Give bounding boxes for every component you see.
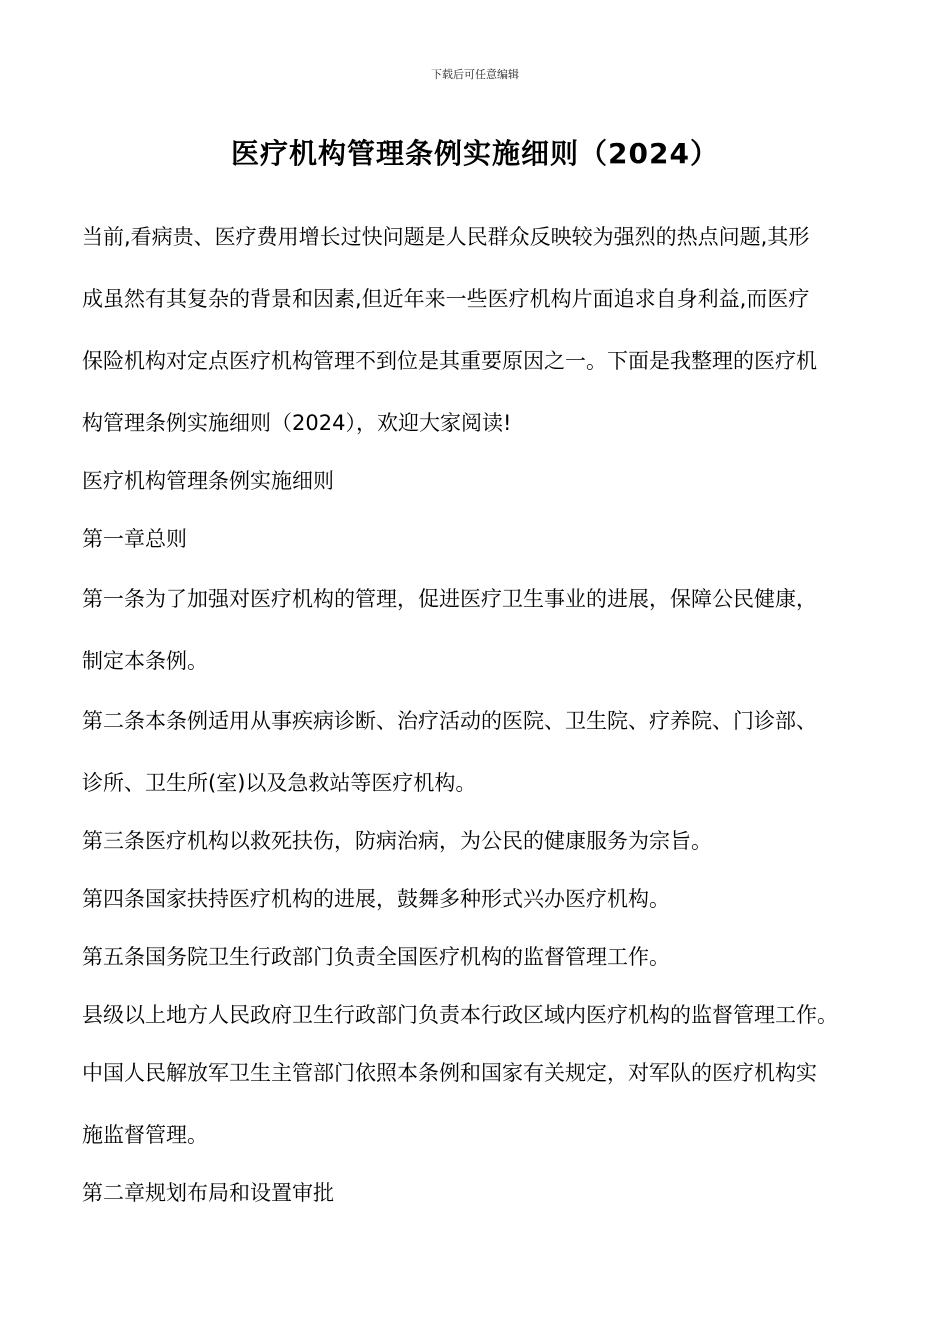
header-note: 下载后可任意编辑 [431, 68, 519, 81]
body-line: 构管理条例实施细则（2024），欢迎大家阅读! [82, 411, 512, 435]
body-line: 第一条为了加强对医疗机构的管理，促进医疗卫生事业的进展，保障公民健康， [82, 587, 817, 611]
body-line: 制定本条例。 [82, 649, 208, 673]
body-line: 中国人民解放军卫生主管部门依照本条例和国家有关规定，对军队的医疗机构实 [82, 1061, 817, 1085]
body-line: 第二条本条例适用从事疾病诊断、治疗活动的医院、卫生院、疗养院、门诊部、 [82, 709, 817, 733]
body-line: 当前,看病贵、医疗费用增长过快问题是人民群众反映较为强烈的热点问题,其形 [82, 225, 810, 249]
body-line: 诊所、卫生所(室)以及急救站等医疗机构。 [82, 771, 477, 795]
body-line: 第五条国务院卫生行政部门负责全国医疗机构的监督管理工作。 [82, 945, 670, 969]
body-line: 第四条国家扶持医疗机构的进展，鼓舞多种形式兴办医疗机构。 [82, 887, 670, 911]
body-line: 保险机构对定点医疗机构管理不到位是其重要原因之一。下面是我整理的医疗机 [82, 349, 817, 373]
chapter-heading: 第一章总则 [82, 527, 187, 551]
body-line: 施监督管理。 [82, 1123, 208, 1147]
document-title: 医疗机构管理条例实施细则（2024） [231, 137, 719, 170]
chapter-heading: 第二章规划布局和设置审批 [82, 1181, 334, 1205]
body-line: 成虽然有其复杂的背景和因素,但近年来一些医疗机构片面追求自身利益,而医疗 [82, 287, 810, 311]
section-heading: 医疗机构管理条例实施细则 [82, 469, 334, 493]
body-line: 第三条医疗机构以救死扶伤，防病治病，为公民的健康服务为宗旨。 [82, 829, 712, 853]
body-line: 县级以上地方人民政府卫生行政部门负责本行政区域内医疗机构的监督管理工作。 [82, 1003, 838, 1027]
